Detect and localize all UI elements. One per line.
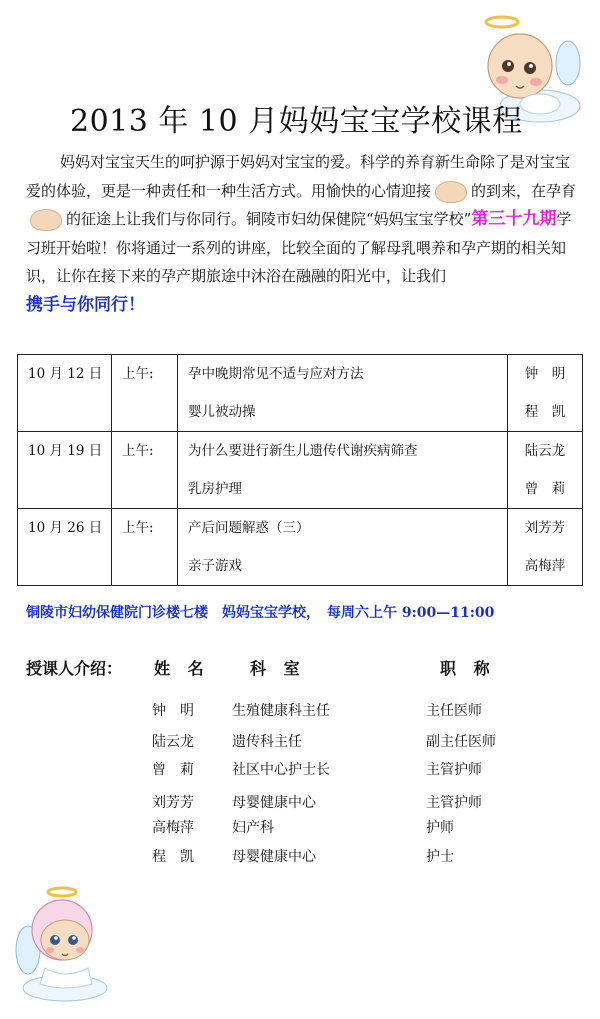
intro-text-1: 妈妈对宝宝天生的呵护源于妈妈对宝宝的爱。科学的养育新生命除了是对宝宝爱的体验，更是一种责任和一种生活方式。用愉快的心情迎接 <box>26 153 571 200</box>
baby-face-icon <box>30 209 62 231</box>
session-teacher: 陆云龙 <box>524 443 566 459</box>
teacher-dept: 妇产科 <box>232 820 274 836</box>
intro-paragraph <box>26 148 582 319</box>
teacher-title: 主任医师 <box>426 703 482 719</box>
session-teacher: 程 凯 <box>524 404 566 420</box>
teacher-dept: 遗传科主任 <box>232 734 302 750</box>
session-teacher: 高梅萍 <box>524 558 566 574</box>
schedule-table <box>17 354 583 586</box>
header-dept: 科 室 <box>250 659 306 678</box>
session-topic: 产后问题解惑（三） <box>188 520 310 536</box>
period-highlight: 第三十九期 <box>471 209 557 229</box>
teacher-name: 钟 明 <box>152 703 194 719</box>
session-time: 上午: <box>122 366 154 382</box>
session-date: 10 月 12 日 <box>28 366 103 382</box>
table-row <box>18 355 583 432</box>
table-row <box>18 509 583 586</box>
teacher-title: 副主任医师 <box>426 734 496 750</box>
intro-text-4: 学习班开始啦！你将通过一系列的讲座，比较全面的了解母乳喂养和孕产期的相关知识，让你在接下来的孕产期旅途中沐浴在融融的阳光中，让我们 <box>26 210 572 285</box>
session-date: 10 月 26 日 <box>28 520 103 536</box>
session-time: 上午: <box>122 520 154 536</box>
session-topic: 亲子游戏 <box>188 558 242 574</box>
session-topic: 为什么要进行新生儿遗传代谢疾病筛查 <box>188 443 418 459</box>
teacher-name: 程 凯 <box>152 849 194 865</box>
teacher-name: 高梅萍 <box>152 820 194 836</box>
teacher-name: 陆云龙 <box>152 734 194 750</box>
teacher-dept: 母婴健康中心 <box>232 849 316 865</box>
teacher-title: 护师 <box>426 820 454 836</box>
angel-girl-bottom-icon <box>10 880 120 1005</box>
session-topic: 乳房护理 <box>188 481 242 497</box>
location-info: 铜陵市妇幼保健院门诊楼七楼 妈妈宝宝学校， 每周六上午 9:00—11:00 <box>26 605 495 621</box>
session-topic: 婴儿被动操 <box>188 404 256 420</box>
session-date: 10 月 19 日 <box>28 443 103 459</box>
teacher-dept: 生殖健康科主任 <box>232 703 330 719</box>
teacher-title: 主管护师 <box>426 762 482 778</box>
intro-text-2: 的到来，在孕育 <box>471 181 577 200</box>
teacher-dept: 社区中心护士长 <box>232 762 330 778</box>
header-name: 姓 名 <box>154 659 210 678</box>
session-teacher: 钟 明 <box>524 366 566 382</box>
table-row <box>18 432 583 509</box>
baby-face-icon <box>435 181 467 203</box>
teachers-label: 授课人介绍： <box>26 659 123 678</box>
header-title: 职 称 <box>440 659 496 678</box>
teacher-name: 刘芳芳 <box>152 795 194 811</box>
teacher-dept: 母婴健康中心 <box>232 795 316 811</box>
session-teacher: 曾 莉 <box>524 481 566 497</box>
session-time: 上午: <box>122 443 154 459</box>
session-teacher: 刘芳芳 <box>524 520 566 536</box>
teacher-title: 主管护师 <box>426 795 482 811</box>
closing-highlight: 携手与你同行！ <box>26 294 145 315</box>
teacher-title: 护士 <box>426 849 454 865</box>
session-topic: 孕中晚期常见不适与应对方法 <box>188 366 364 382</box>
teacher-name: 曾 莉 <box>152 762 194 778</box>
page-title: 2013 年 10 月妈妈宝宝学校课程 <box>70 104 523 139</box>
intro-text-3: 的征途上让我们与你同行。铜陵市妇幼保健院“妈妈宝宝学校” <box>66 210 472 228</box>
